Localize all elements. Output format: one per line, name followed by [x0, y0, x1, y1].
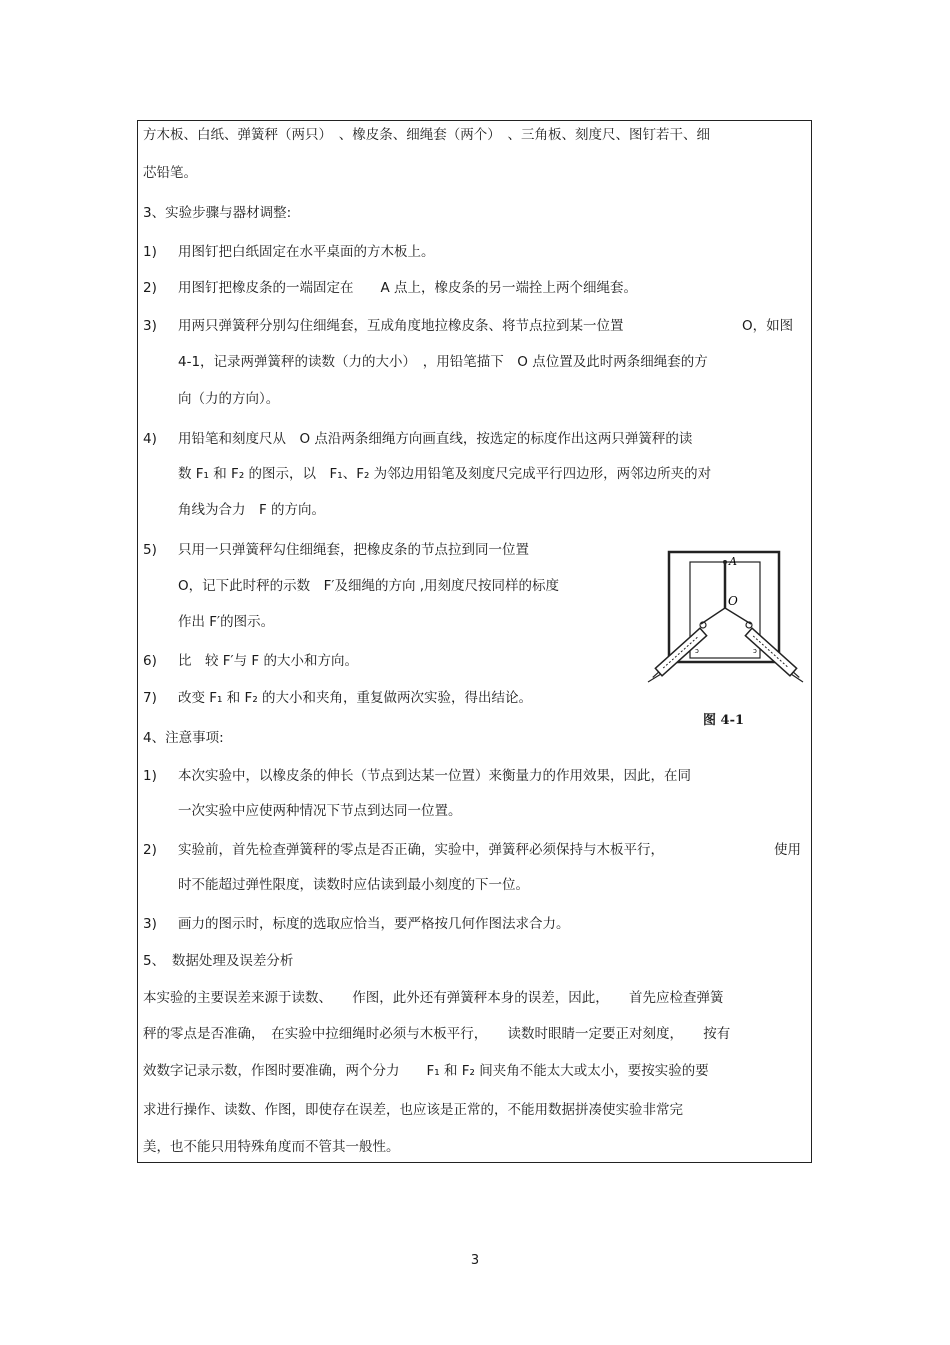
step-number: 3) — [143, 318, 157, 334]
right-string — [725, 608, 751, 624]
step-number: 7) — [143, 690, 157, 706]
step-number: 1) — [143, 244, 157, 260]
note-text: 本次实验中，以橡皮条的伸长（节点到达某一位置）来衡量力的作用效果，因此，在同 — [178, 768, 691, 784]
paragraph-line: 本实验的主要误差来源于读数、 作图，此外还有弹簧秤本身的误差，因此， 首先应检查弹簧 — [143, 990, 724, 1006]
step-number: 2) — [143, 280, 157, 296]
page-number: 3 — [470, 1253, 480, 1268]
label-o: O — [728, 594, 738, 608]
step-text: 用两只弹簧秤分别勾住细绳套，互成角度地拉橡皮条、将节点拉到某一位置 — [178, 318, 624, 334]
note-number: 1) — [143, 768, 157, 784]
step-text: 用图钉把白纸固定在水平桌面的方木板上。 — [178, 244, 435, 260]
step-text: 数 F₁ 和 F₂ 的图示，以 F₁、F₂ 为邻边用铅笔及刻度尺完成平行四边形，两邻边所夹的对 — [178, 466, 712, 482]
note-number: 3) — [143, 916, 157, 932]
step-text: 角线为合力 F 的方向。 — [178, 502, 326, 518]
step-number: 5) — [143, 542, 157, 558]
step-text: 向（力的方向）。 — [178, 391, 280, 407]
step-text: 作出 F′的图示。 — [178, 614, 275, 630]
note-text: 画力的图示时，标度的选取应恰当，要严格按几何作图法求合力。 — [178, 916, 570, 932]
corner-mark: ɔ — [753, 647, 757, 655]
corner-mark: ɔ — [695, 647, 699, 655]
section-heading: 5、 数据处理及误差分析 — [143, 953, 294, 969]
step-text-end: O，如图 — [742, 318, 794, 334]
step-text: 改变 F₁ 和 F₂ 的大小和夹角，重复做两次实验，得出结论。 — [178, 690, 533, 706]
step-text: 用图钉把橡皮条的一端固定在 A 点上，橡皮条的另一端拴上两个细绳套。 — [178, 280, 638, 296]
text-line: 方木板、白纸、弹簧秤（两只） 、橡皮条、细绳套（两个） 、三角板、刻度尺、图钉若干、细 — [143, 127, 710, 143]
note-text: 一次实验中应使两种情况下节点到达同一位置。 — [178, 803, 462, 819]
figure-caption: 图 4-1 — [703, 713, 745, 728]
note-text: 时不能超过弹性限度，读数时应估读到最小刻度的下一位。 — [178, 877, 529, 893]
step-text: 比 较 F′与 F 的大小和方向。 — [178, 653, 358, 669]
step-text: 用铅笔和刻度尺从 O 点沿两条细绳方向画直线，按选定的标度作出这两只弹簧秤的读 — [178, 431, 693, 447]
section-heading: 4、注意事项: — [143, 730, 224, 746]
note-text-end: 使用 — [774, 842, 801, 858]
text-line: 芯铅笔。 — [143, 165, 197, 181]
left-string — [701, 608, 725, 624]
section-heading: 3、实验步骤与器材调整: — [143, 205, 292, 221]
paragraph-line: 效数字记录示数，作图时要准确，两个分力 F₁ 和 F₂ 间夹角不能太大或太小，要按实验的要 — [143, 1063, 709, 1079]
paragraph-line: 秤的零点是否准确， 在实验中拉细绳时必须与木板平行， 读数时眼睛一定要正对刻度， 按有 — [143, 1026, 731, 1042]
note-text: 实验前，首先检查弹簧秤的零点是否正确，实验中，弹簧秤必须保持与木板平行， — [178, 842, 664, 858]
figure-4-1-diagram — [645, 548, 807, 733]
note-number: 2) — [143, 842, 157, 858]
step-number: 6) — [143, 653, 157, 669]
paragraph-line: 求进行操作、读数、作图，即使存在误差，也应该是正常的，不能用数据拼凑使实验非常完 — [143, 1102, 683, 1118]
step-text: O，记下此时秤的示数 F′及细绳的方向 ,用刻度尺按同样的标度 — [178, 578, 560, 594]
step-number: 4) — [143, 431, 157, 447]
step-text: 只用一只弹簧秤勾住细绳套，把橡皮条的节点拉到同一位置 — [178, 542, 529, 558]
label-a: A — [729, 555, 737, 568]
paragraph-line: 美，也不能只用特殊角度而不管其一般性。 — [143, 1139, 400, 1155]
step-text: 4-1，记录两弹簧秤的读数（力的大小） ，用铅笔描下 O 点位置及此时两条细绳套的方 — [178, 354, 708, 370]
